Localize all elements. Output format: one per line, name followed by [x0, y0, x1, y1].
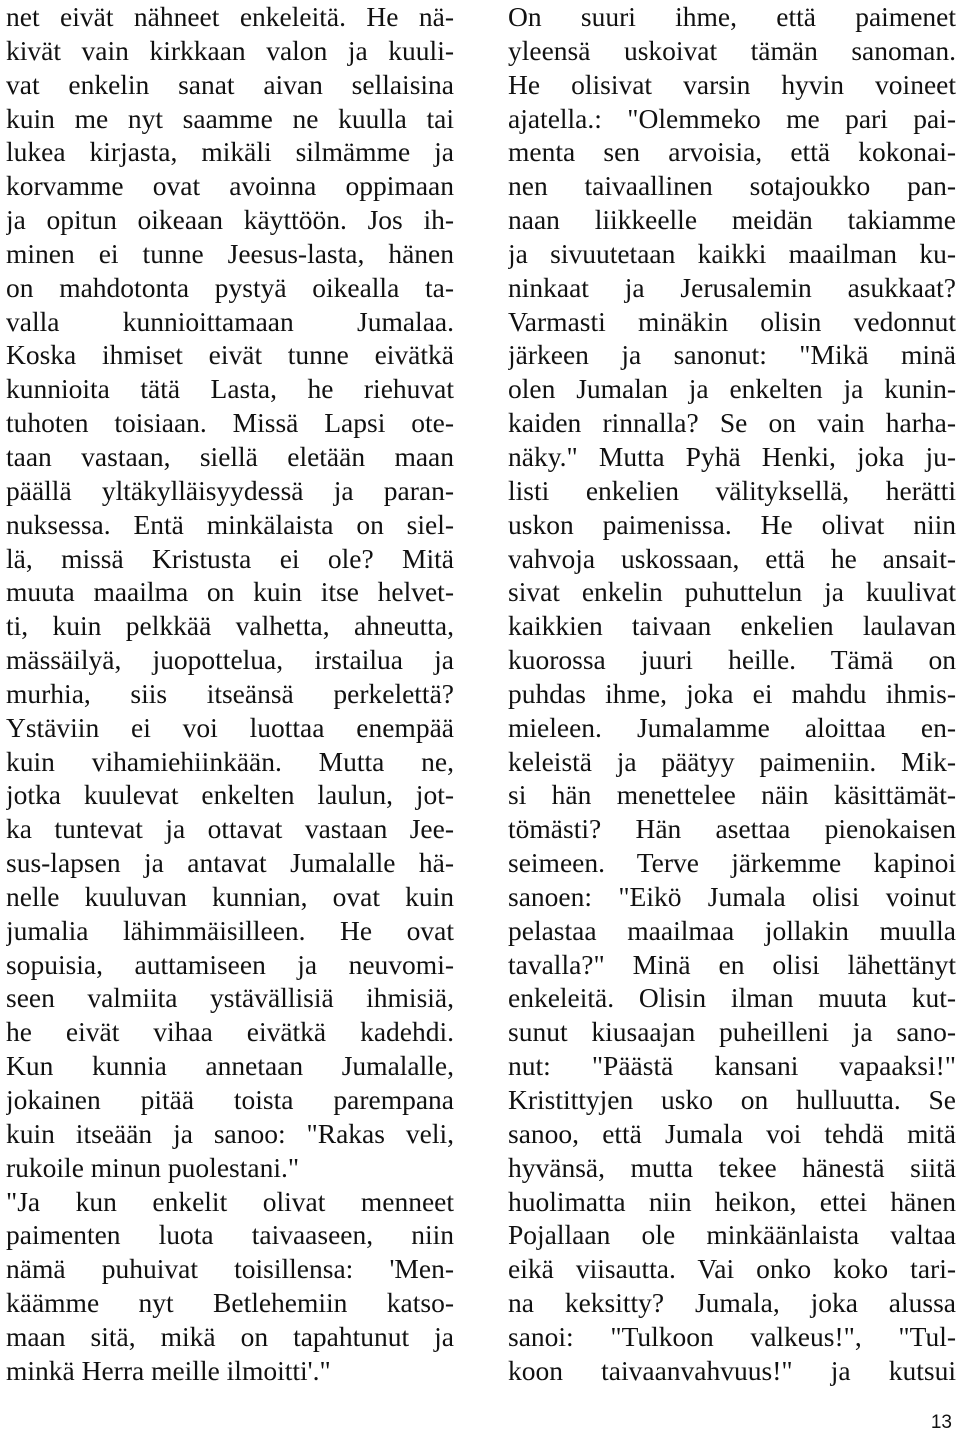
text-line: jokainen pitää toista parempana	[6, 1084, 454, 1115]
text-line: tömästi? Hän asettaa pienokaisen	[508, 813, 956, 845]
text-line: kaikkien taivaan enkelien laulavan	[508, 610, 956, 642]
text-line: nelle kuuluvan kunnian, ovat kuin	[6, 880, 454, 912]
text-line: sunut kiusaajan puheilleni ja sano-	[508, 1016, 956, 1048]
text-line: kaiden rinnalla? Se on vain harha-	[508, 407, 956, 439]
text-line: ti, kuin pelkkää valhetta, ahneutta,	[6, 610, 454, 642]
text-line: mieleen. Jumalamme aloittaa en-	[508, 711, 956, 743]
text-line: kunnioita tätä Lasta, he riehuvat	[6, 373, 454, 405]
text-line: tavalla?" Minä en olisi lähettänyt	[508, 948, 956, 980]
text-line: taan vastaan, siellä eletään maan	[6, 440, 454, 472]
text-line: Kristittyjen usko on hulluutta. Se	[508, 1084, 956, 1115]
text-line: mässäilyä, juopottelua, irstailua ja	[6, 644, 454, 676]
text-line: paimenten luota taivaaseen, niin	[6, 1219, 454, 1251]
text-line: He olisivat varsin hyvin voineet	[508, 68, 956, 100]
text-line: tuhoten toisiaan. Missä Lapsi ote-	[6, 407, 454, 439]
text-line: yleensä uskoivat tämän sanoman.	[508, 34, 956, 66]
text-line: Koska ihmiset eivät tunne eivätkä	[6, 339, 454, 371]
text-line: sus-lapsen ja antavat Jumalalle hä-	[6, 847, 454, 879]
text-line: ninkaat ja Jerusalemin asukkaat?	[508, 271, 956, 303]
text-line: keleistä ja päätyy paimeniin. Mik-	[508, 745, 956, 777]
text-line: On suuri ihme, että paimenet	[508, 1, 956, 32]
text-line: murhia, siis itseänsä perkelettä?	[6, 677, 454, 709]
text-line: Kun kunnia annetaan Jumalalle,	[6, 1050, 454, 1082]
text-line: kuin me nyt saamme ne kuulla tai	[6, 102, 454, 134]
text-line: nuksessa. Entä minkälaista on siel-	[6, 508, 454, 540]
text-line: si hän menettelee näin käsittämät-	[508, 779, 956, 811]
text-line: minkä Herra meille ilmoitti'."	[6, 1354, 331, 1386]
text-line: huolimatta niin heikon, ettei hänen	[508, 1185, 956, 1217]
page-number: 13	[930, 1412, 952, 1433]
text-line: kuorossa juuri heille. Tämä on	[508, 644, 956, 676]
text-line: he eivät vihaa eivätkä kadehdi.	[6, 1016, 454, 1048]
text-line: kivät vain kirkkaan valon ja kuuli-	[6, 34, 454, 66]
text-line: käämme nyt Betlehemiin katso-	[6, 1287, 454, 1319]
text-line: korvamme ovat avoinna oppimaan	[6, 170, 454, 202]
text-line: koon taivaanvahvuus!" ja kutsui	[508, 1354, 956, 1386]
text-line: on mahdotonta pystyä oikealla ta-	[6, 271, 454, 303]
text-line: Pojallaan ole minkäänlaista valtaa	[508, 1219, 956, 1251]
text-line: pelastaa maailmaa jollakin muulla	[508, 914, 956, 946]
text-line: ja opitun oikeaan käyttöön. Jos ih-	[6, 204, 454, 236]
text-line: sivat enkelin puhuttelun ja kuulivat	[508, 576, 956, 608]
text-line: Ystäviin ei voi luottaa enempää	[6, 711, 454, 743]
text-line: ajatella.: "Olemmeko me pari pai-	[508, 102, 956, 134]
text-line: sanoi: "Tulkoon valkeus!", "Tul-	[508, 1320, 956, 1352]
text-line: jumalia lähimmäisilleen. He ovat	[6, 914, 454, 946]
text-line: Varmasti minäkin olisin vedonnut	[508, 305, 956, 337]
text-line: lukea kirjasta, mikäli silmämme ja	[6, 136, 454, 168]
text-line: nämä puhuivat toisillensa: 'Men-	[6, 1253, 454, 1285]
text-line: järkeen ja sanonut: "Mikä minä	[508, 339, 956, 371]
text-line: "Ja kun enkelit olivat menneet	[6, 1185, 454, 1217]
text-line: nut: "Päästä kansani vapaaksi!"	[508, 1050, 956, 1082]
text-line: eikä viisautta. Vai onko koko tari-	[508, 1253, 956, 1285]
text-line: rukoile minun puolestani."	[6, 1151, 300, 1183]
text-line: uskon paimenissa. He olivat niin	[508, 508, 956, 540]
text-line: seimeen. Terve järkemme kapinoi	[508, 847, 956, 879]
text-line: sanoo, että Jumala voi tehdä mitä	[508, 1117, 956, 1149]
text-line: ka tuntevat ja ottavat vastaan Jee-	[6, 813, 454, 845]
text-line: net eivät nähneet enkeleitä. He nä-	[6, 1, 454, 32]
text-line: päällä yltäkylläisyydessä ja paran-	[6, 474, 454, 506]
text-line: hyvänsä, mutta tekee hänestä siitä	[508, 1151, 956, 1183]
text-line: minen ei tunne Jeesus-lasta, hänen	[6, 237, 454, 269]
text-line: nen taivaallinen sotajoukko pan-	[508, 170, 956, 202]
text-line: vahvoja uskossaan, että he ansait-	[508, 542, 956, 574]
text-line: olen Jumalan ja enkelten ja kunin-	[508, 373, 956, 405]
text-line: valla kunnioittamaan Jumalaa.	[6, 305, 454, 337]
text-line: enkeleitä. Olisin ilman muuta kut-	[508, 982, 956, 1014]
text-line: puhdas ihme, joka ei mahdu ihmis-	[508, 677, 956, 709]
text-line: vat enkelin sanat aivan sellaisina	[6, 68, 454, 100]
text-line: kuin vihamiehiinkään. Mutta ne,	[6, 745, 454, 777]
text-line: maan sitä, mikä on tapahtunut ja	[6, 1320, 454, 1352]
text-line: menta sen arvoisia, että kokonai-	[508, 136, 956, 168]
text-line: listi enkelien välityksellä, herätti	[508, 474, 956, 506]
text-line: naan liikkeelle meidän takiamme	[508, 204, 956, 236]
text-line: muuta maailma on kuin itse helvet-	[6, 576, 454, 608]
text-line: kuin itseään ja sanoo: "Rakas veli,	[6, 1117, 454, 1149]
text-line: seen valmiita ystävällisiä ihmisiä,	[6, 982, 454, 1014]
text-line: näky." Mutta Pyhä Henki, joka ju-	[508, 440, 956, 472]
text-line: lä, missä Kristusta ei ole? Mitä	[6, 542, 454, 574]
text-line: ja sivuutetaan kaikki maailman ku-	[508, 237, 956, 269]
text-line: sopuisia, auttamiseen ja neuvomi-	[6, 948, 454, 980]
text-line: sanoen: "Eikö Jumala olisi voinut	[508, 880, 956, 912]
right-text-column	[508, 0, 956, 1388]
left-text-column	[6, 0, 454, 1388]
text-line: na keksitty? Jumala, joka alussa	[508, 1287, 956, 1319]
text-line: jotka kuulevat enkelten laulun, jot-	[6, 779, 454, 811]
